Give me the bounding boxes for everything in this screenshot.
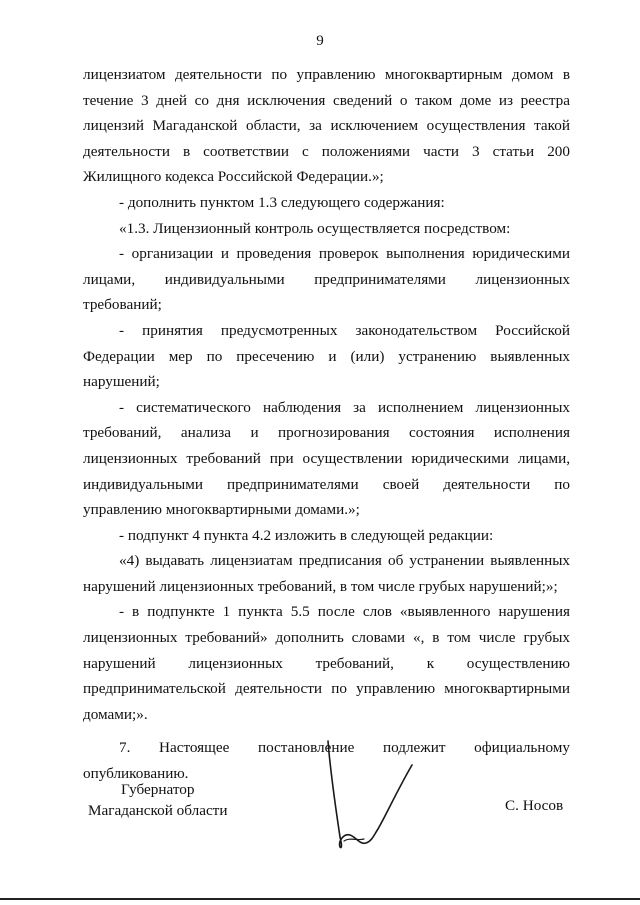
paragraph-inspections: - организации и проведения проверок выполнения юридическими лицами, индивидуальными предпринимателями лицензионных требований;	[83, 245, 570, 314]
bottom-edge-line	[0, 898, 640, 900]
paragraph-continuation: лицензиатом деятельности по управлению многоквартирным домом в течение 3 дней со дня исключения сведений о таком доме из реестра лицензий Магаданской области, за исключением осуществления такой деятельности в соответствии с положениями части 3 статьи 200 Жилищного кодекса Российской Федерации.»;	[83, 66, 570, 186]
paragraph-monitoring: - систематического наблюдения за исполнением лицензионных требований, анализа и прогнозирования состояния исполнения лицензионных требований при осуществлении юридическими лицами, индивидуальными предпринимателями своей деятельности по управлению многоквартирными домами.»;	[83, 398, 570, 519]
paragraph-add-item-1-3: - дополнить пунктом 1.3 следующего содержания:	[119, 193, 445, 211]
document-body	[83, 62, 570, 787]
paragraph-subitem-4: - подпункт 4 пункта 4.2 изложить в следующей редакции:	[119, 526, 494, 544]
handwritten-signature	[318, 737, 418, 857]
paragraph-measures: - принятия предусмотренных законодательством Российской Федерации мер по пресечению и (или) устранению выявленных нарушений;	[83, 321, 570, 391]
signatory-title-line1: Губернатор	[120, 781, 195, 798]
signature-block	[0, 735, 640, 895]
page-number: 9	[316, 33, 324, 49]
signatory-name: С. Носов	[505, 797, 564, 814]
paragraph-licensing-control: «1.3. Лицензионный контроль осуществляется посредством:	[119, 219, 511, 237]
signatory-title-line2: Магаданской области	[88, 802, 228, 819]
paragraph-subitem-5-5: - в подпункте 1 пункта 5.5 после слов «выявленного нарушения лицензионных требований» дополнить словами «, в том числе грубых нарушений лицензионных требований, к осуществлению предпринимательской деятельности по управлению многоквартирными домами;».	[83, 603, 570, 723]
signatory-title	[88, 779, 227, 821]
paragraph-orders: «4) выдавать лицензиатам предписания об устранении выявленных нарушений лицензионных требований, в том числе грубых нарушений;»;	[83, 552, 570, 595]
paragraph-publication: 7. Настоящее постановление подлежит официальному опубликованию.	[83, 739, 570, 783]
